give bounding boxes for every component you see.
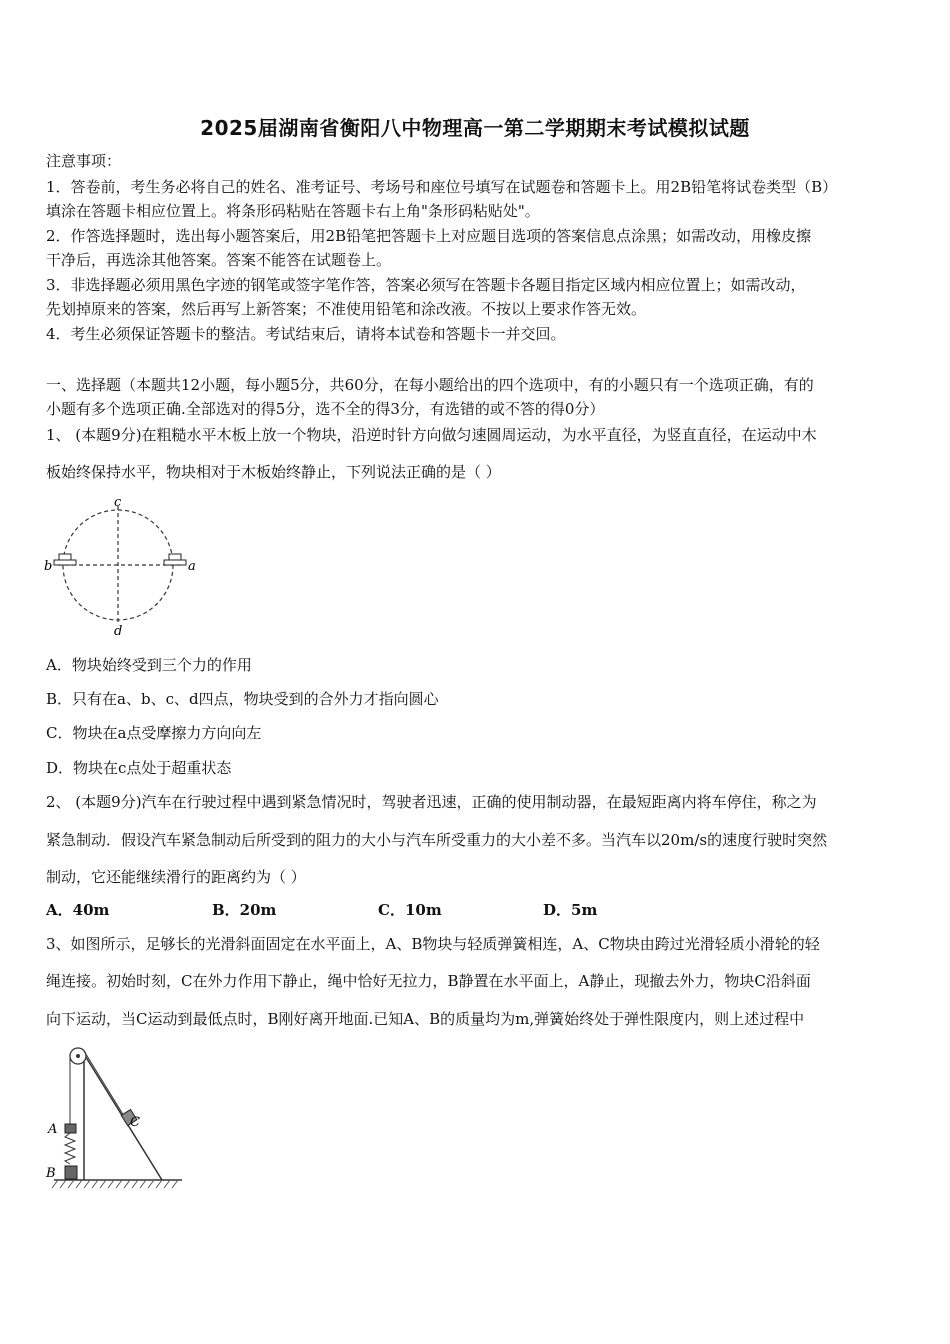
block-b [59, 554, 71, 560]
q3-incline-figure [40, 1040, 190, 1196]
q2-option-b: B．20m [212, 901, 277, 919]
q1-option-d: D．物块在c点处于超重状态 [46, 759, 232, 777]
label-A: A [48, 1122, 58, 1137]
notes-line: 2．作答选择题时，选出每小题答案后，用2B铅笔把答题卡上对应题目选项的答案信息点涂黑；如需改动，用橡皮擦 [46, 227, 812, 245]
notes-line: 干净后，再选涂其他答案。答案不能答在试题卷上。 [46, 251, 392, 269]
label-d: d [114, 624, 123, 639]
label-b: b [44, 559, 53, 574]
notes-line: 1．答卷前，考生务必将自己的姓名、准考证号、考场号和座位号填写在试题卷和答题卡上。用2B铅笔将试卷类型（B） [46, 178, 838, 196]
q2-stem: 紧急制动．假设汽车紧急制动后所受到的阻力的大小与汽车所受重力的大小差不多。当汽车以20m/s的速度行驶时突然 [46, 831, 828, 849]
notes-line: 填涂在答题卡相应位置上。将条形码粘贴在答题卡右上角"条形码粘贴处"。 [46, 202, 540, 220]
board-a [164, 560, 186, 565]
label-C: C [130, 1115, 140, 1130]
label-c: c [114, 495, 122, 510]
rope-incline [84, 1051, 124, 1116]
q3-stem: 绳连接。初始时刻，C在外力作用下静止，绳中恰好无拉力，B静置在水平面上，A静止，现撤去外力，物块C沿斜面 [46, 972, 811, 990]
label-a: a [188, 559, 196, 574]
q3-stem: 3、如图所示，足够长的光滑斜面固定在水平面上，A、B物块与轻质弹簧相连，A、C物块由跨过光滑轻质小滑轮的轻 [46, 935, 820, 953]
q1-option-c: C．物块在a点受摩擦力方向向左 [46, 724, 262, 742]
notes-heading: 注意事项： [46, 152, 122, 170]
board-b [54, 560, 76, 565]
block-a [65, 1124, 76, 1133]
q2-stem: 2、 (本题9分)汽车在行驶过程中遇到紧急情况时，驾驶者迅速，正确的使用制动器，在最短距离内将车停住，称之为 [46, 793, 817, 811]
label-B: B [46, 1166, 56, 1181]
q2-option-c: C．10m [378, 901, 442, 919]
ground-hatching [52, 1180, 178, 1188]
notes-line: 3．非选择题必须用黑色字迹的钢笔或签字笔作答，答案必须写在答题卡各题目指定区域内相应位置上；如需改动， [46, 276, 806, 294]
block-b [65, 1166, 77, 1179]
q3-stem: 向下运动，当C运动到最低点时，B刚好离开地面.已知A、B的质量均为m,弹簧始终处于弹性限度内，则上述过程中 [46, 1010, 805, 1028]
section-instructions: 小题有多个选项正确.全部选对的得5分，选不全的得3分，有选错的或不答的得0分） [46, 400, 605, 418]
q1-option-a: A．物块始终受到三个力的作用 [46, 656, 252, 674]
pulley-axle [76, 1054, 80, 1058]
q1-stem: 板始终保持水平，物块相对于木板始终静止，下列说法正确的是（ ） [46, 463, 501, 481]
q1-option-b: B．只有在a、b、c、d四点，物块受到的合外力才指向圆心 [46, 690, 439, 708]
spring [65, 1133, 75, 1164]
q1-circle-figure [40, 494, 200, 640]
exam-title: 2025届湖南省衡阳八中物理高一第二学期期末考试模拟试题 [200, 116, 750, 140]
q2-option-d: D．5m [543, 901, 598, 919]
section-instructions: 一、选择题（本题共12小题，每小题5分，共60分，在每小题给出的四个选项中，有的小题只有一个选项正确，有的 [46, 376, 814, 394]
block-a [169, 554, 181, 560]
q2-option-a: A．40m [46, 901, 110, 919]
q2-stem: 制动，它还能继续滑行的距离约为（ ） [46, 868, 306, 886]
q1-stem: 1、 (本题9分)在粗糙水平木板上放一个物块，沿逆时针方向做匀速圆周运动，为水平直径，为竖直直径，在运动中木 [46, 426, 817, 444]
notes-line: 4．考生必须保证答题卡的整洁。考试结束后，请将本试卷和答题卡一并交回。 [46, 325, 566, 343]
notes-line: 先划掉原来的答案，然后再写上新答案；不准使用铅笔和涂改液。不按以上要求作答无效。 [46, 300, 647, 318]
